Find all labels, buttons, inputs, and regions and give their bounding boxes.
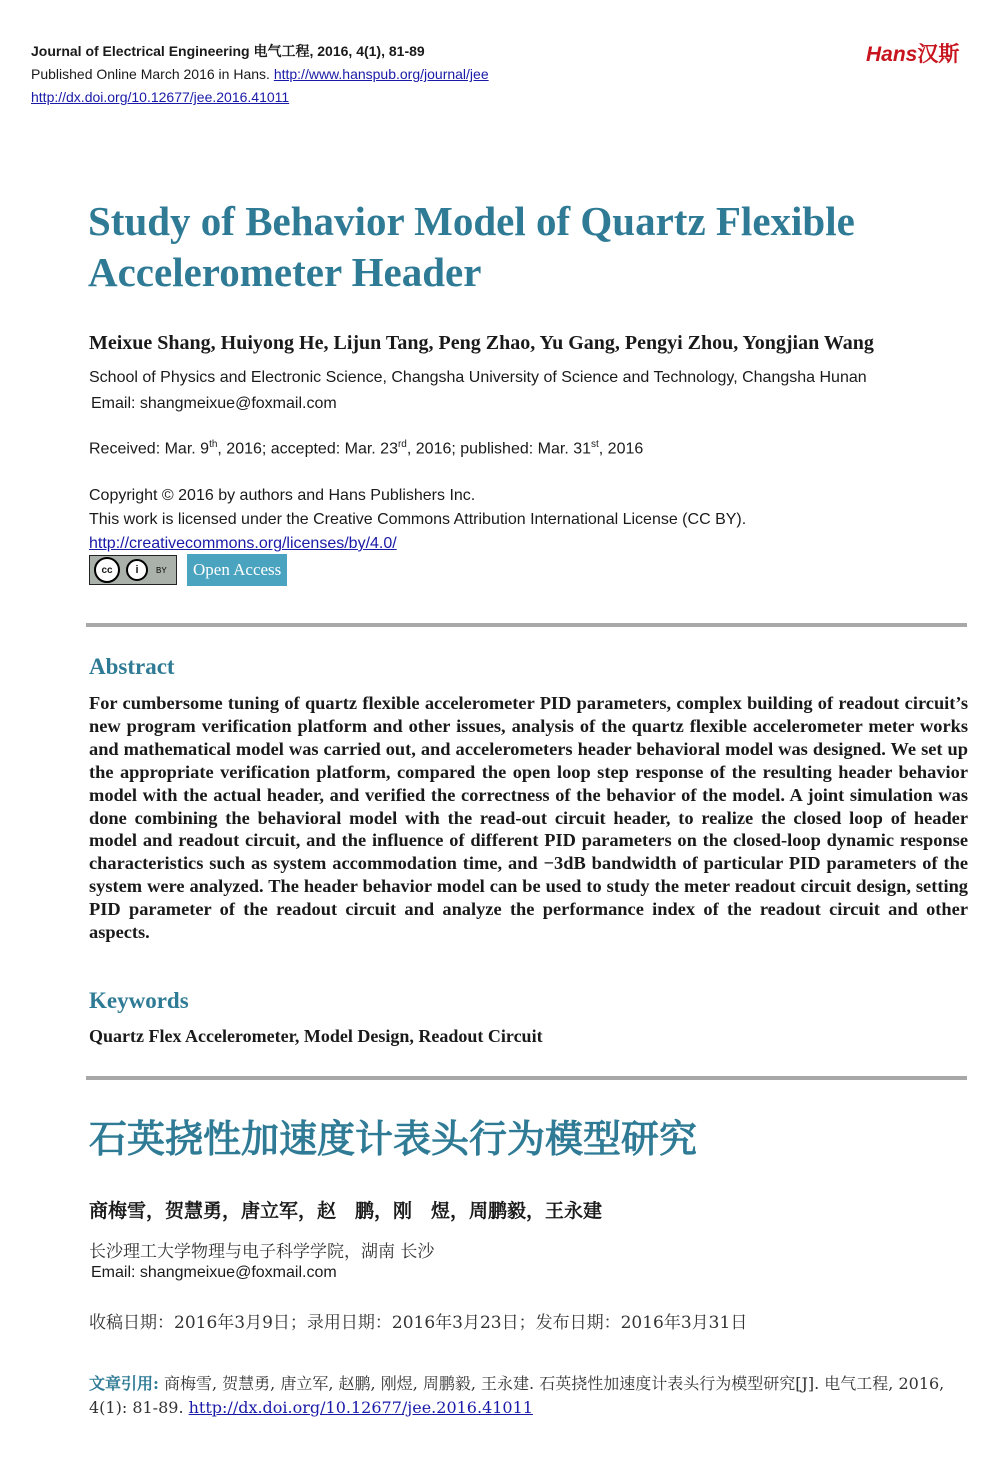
doi-link[interactable]: http://dx.doi.org/10.12677/jee.2016.41011	[31, 89, 290, 105]
journal-link[interactable]: http://www.hanspub.org/journal/jee	[273, 66, 489, 82]
published-date: , 2016; published: Mar. 31	[406, 440, 591, 458]
accepted-date: , 2016; accepted: Mar. 23	[217, 440, 398, 458]
divider-bottom	[86, 1076, 967, 1080]
hans-logo	[866, 38, 959, 68]
chinese-title: 石英挠性加速度计表头行为模型研究	[89, 1117, 698, 1161]
by-icon: i	[126, 559, 148, 581]
copyright-block	[89, 484, 746, 556]
license-line: This work is licensed under the Creative Commons Attribution International License (CC BY).	[89, 511, 747, 528]
abstract-heading: Abstract	[89, 654, 175, 679]
citation-text: 商梅雪, 贺慧勇, 唐立军, 赵鹏, 刚煜, 周鹏毅, 王永建. 石英挠性加速度计表头行为模型研究[J]. 电气工程, 2016, 4(1): 81-89.	[89, 1374, 945, 1417]
keywords-heading: Keywords	[89, 988, 189, 1013]
published-sup: st	[591, 439, 599, 450]
paper-title: Study of Behavior Model of Quartz Flexible Accelerometer Header	[88, 198, 855, 295]
dates-line	[89, 439, 643, 458]
affiliation: School of Physics and Electronic Science, Changsha University of Science and Technology, Changsha Hunan	[89, 369, 867, 386]
open-access-badge: Open Access	[187, 554, 287, 586]
divider-top	[86, 623, 967, 627]
abstract-text: For cumbersome tuning of quartz flexible accelerometer PID parameters, complex building of readout circuit’s new program verification platform and other issues, analysis of the quartz flexible accelerometer meter works and mathematical model was carried out, and accelerometers header behavioral model was designed. We set up the appropriate verification platform, compared the open loop step response of the resulting header behavior model with the actual header, and verified the correctness of the behavior of the model. A joint simulation was done combining the behavioral model with the read-out circuit header, to realize the closed loop of header model and readout circuit, and the influence of different PID parameters on the closed-loop dynamic response characteristics such as system accommodation time, and −3dB bandwidth of particular PID parameters of the system were analyzed. The header behavior model can be used to study the meter readout circuit design, setting PID parameter of the readout circuit and analyze the performance index of the readout circuit and other aspects.	[89, 693, 968, 943]
chinese-email: Email: shangmeixue@foxmail.com	[91, 1264, 337, 1281]
license-link[interactable]: http://creativecommons.org/licenses/by/4.0/	[89, 535, 397, 552]
cc-by-badge[interactable]	[89, 555, 177, 585]
doi-line	[31, 86, 489, 109]
citation-doi-link[interactable]: http://dx.doi.org/10.12677/jee.2016.41011	[188, 1398, 533, 1417]
keywords-text: Quartz Flex Accelerometer, Model Design, Readout Circuit	[89, 1026, 543, 1046]
email: Email: shangmeixue@foxmail.com	[91, 395, 337, 412]
copyright-line: Copyright © 2016 by authors and Hans Publishers Inc.	[89, 487, 476, 504]
license-badges	[89, 554, 287, 586]
logo-latin: Hans	[866, 43, 918, 66]
logo-chinese: 汉斯	[917, 43, 960, 66]
chinese-affiliation: 长沙理工大学物理与电子科学学院，湖南 长沙	[89, 1242, 435, 1262]
received-sup: th	[209, 439, 218, 450]
journal-header	[31, 40, 489, 109]
received-date: Received: Mar. 9	[89, 440, 210, 458]
citation-label: 文章引用:	[89, 1374, 159, 1393]
by-label: BY	[156, 565, 167, 575]
author-list: Meixue Shang, Huiyong He, Lijun Tang, Peng Zhao, Yu Gang, Pengyi Zhou, Yongjian Wang	[89, 332, 874, 354]
published-prefix: Published Online March 2016 in Hans.	[31, 66, 274, 82]
cc-icon: cc	[94, 557, 120, 583]
chinese-authors: 商梅雪，贺慧勇，唐立军，赵 鹏，刚 煜，周鹏毅，王永建	[89, 1200, 603, 1222]
accepted-sup: rd	[397, 439, 407, 450]
published-line	[31, 63, 489, 86]
chinese-dates: 收稿日期：2016年3月9日；录用日期：2016年3月23日；发布日期：2016年3月31日	[89, 1313, 748, 1333]
journal-line: Journal of Electrical Engineering 电气工程, 2016, 4(1), 81-89	[31, 43, 425, 59]
dates-tail: , 2016	[598, 440, 644, 458]
citation	[89, 1372, 969, 1420]
